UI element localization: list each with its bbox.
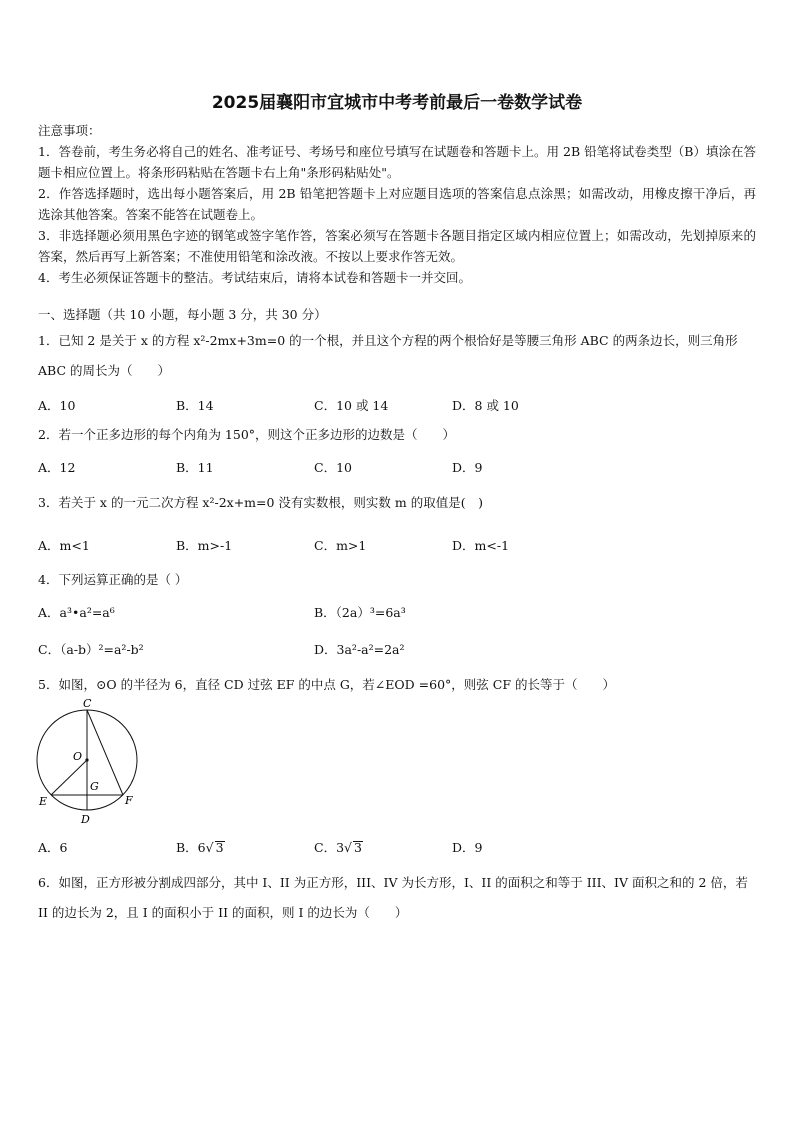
option-c-radicand: 3: [354, 840, 362, 855]
option-d: D．3a²-a²=2a²: [314, 642, 405, 657]
question-2-options: [38, 458, 758, 476]
question-4-options-row-2: [38, 640, 758, 658]
question-1-options: [38, 396, 758, 414]
option-d: D．9: [452, 460, 483, 475]
question-3-options: [38, 536, 758, 554]
option-b: B．6√ 3: [176, 840, 224, 855]
circle-figure: [30, 694, 148, 826]
segment-oe: [51, 760, 87, 795]
option-d: D．9: [452, 840, 483, 855]
option-c-text: C．3: [314, 840, 345, 855]
notes-block: [38, 120, 756, 288]
option-c: C．m>1: [314, 538, 367, 553]
notes-heading: 注意事项：: [38, 123, 101, 138]
section-heading: 一、选择题（共 10 小题，每小题 3 分，共 30 分）: [38, 307, 327, 322]
question-4-options-row-1: [38, 603, 758, 621]
option-d: D．m<-1: [452, 538, 510, 553]
question-1: 1．已知 2 是关于 x 的方程 x²-2mx+3m=0 的一个根，并且这个方程的两个根恰好是等腰三角形 ABC 的两条边长，则三角形 ABC 的周长为（ ）: [38, 333, 738, 378]
note-item-2: 2．作答选择题时，选出每小题答案后，用 2B 铅笔把答题卡上对应题目选项的答案信息点涂黑；如需改动，用橡皮擦干净后，再选涂其他答案。答案不能答在试题卷上。: [38, 186, 756, 222]
option-a: A．m<1: [38, 538, 90, 553]
option-b: B．（2a）³=6a³: [314, 605, 406, 620]
question-6: 6．如图，正方形被分割成四部分，其中 I、II 为正方形，III、IV 为长方形，I、II 的面积之和等于 III、IV 面积之和的 2 倍，若 II 的边长为 2，且 I 的面积小于 II 的面积，则 I 的边长为（ ）: [38, 875, 748, 920]
label-e: E: [39, 795, 48, 808]
option-a: A．12: [38, 460, 76, 475]
question-4: 4．下列运算正确的是（ ）: [38, 572, 188, 587]
option-c: C．10: [314, 460, 352, 475]
note-item-4: 4．考生必须保证答题卡的整洁。考试结束后，请将本试卷和答题卡一并交回。: [38, 270, 471, 285]
option-b-text: B．6: [176, 840, 206, 855]
page-title: 2025届襄阳市宜城市中考考前最后一卷数学试卷: [211, 93, 583, 113]
option-a: A．10: [38, 398, 76, 413]
option-a: A．a³•a²=a⁶: [38, 605, 115, 620]
option-c: C．（a-b）²=a²-b²: [38, 642, 144, 657]
option-b: B．m>-1: [176, 538, 233, 553]
label-g: G: [90, 780, 99, 793]
option-b: B．11: [176, 460, 214, 475]
option-c: C．10 或 14: [314, 398, 389, 413]
option-b: B．14: [176, 398, 214, 413]
label-d: D: [81, 813, 90, 826]
center-dot: [85, 758, 88, 761]
note-item-1: 1．答卷前，考生务必将自己的姓名、准考证号、考场号和座位号填写在试题卷和答题卡上。用 2B 铅笔将试卷类型（B）填涂在答题卡相应位置上。将条形码粘贴在答题卡右上角"条形码粘贴处"。: [38, 144, 756, 180]
question-5: 5．如图，⊙O 的半径为 6，直径 CD 过弦 EF 的中点 G，若∠EOD =60°，则弦 CF 的长等于（ ）: [38, 677, 615, 692]
question-3: 3．若关于 x 的一元二次方程 x²-2x+m=0 没有实数根，则实数 m 的取值是( ): [38, 495, 483, 510]
option-d: D．8 或 10: [452, 398, 519, 413]
option-a: A．6: [38, 840, 68, 855]
label-o: O: [73, 750, 83, 763]
question-2: 2．若一个正多边形的每个内角为 150°，则这个正多边形的边数是（ ）: [38, 427, 456, 442]
note-item-3: 3．非选择题必须用黑色字迹的钢笔或签字笔作答，答案必须写在答题卡各题目指定区域内相应位置上；如需改动，先划掉原来的答案，然后再写上新答案；不准使用铅笔和涂改液。不按以上要求作答无效。: [38, 228, 756, 264]
question-5-options: [38, 838, 758, 856]
label-c: C: [83, 697, 92, 710]
option-b-radicand: 3: [215, 840, 224, 855]
label-f: F: [125, 794, 133, 807]
option-c: C．3√ 3: [314, 840, 362, 855]
